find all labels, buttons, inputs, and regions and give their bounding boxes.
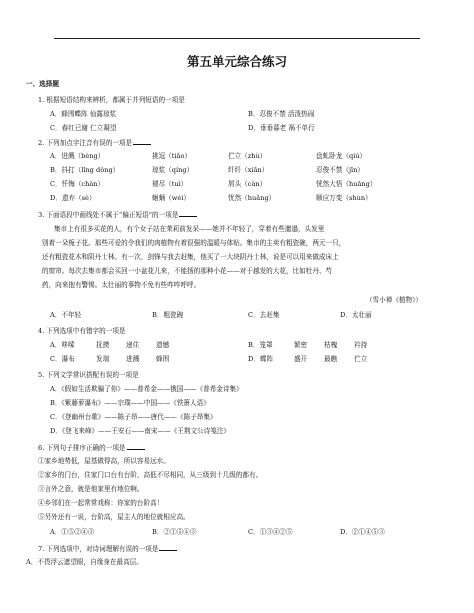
q3-para-line: 药，向来抱有警惕。太壮丽的事物不免有些咋咋呼呼。 (42, 281, 201, 289)
q2-stem: 2. 下列加点字注音有误的一项是 (38, 139, 133, 147)
q3-stem-line (38, 210, 197, 220)
q2-d-2: 蛔蛹（wéi） (152, 194, 191, 202)
q2-b-2: 琼浆（qíng） (152, 166, 194, 174)
q5-option-b: B．《紫藤萝瀑布》——宗璞——中国——《铁箫人语》 (50, 399, 210, 407)
q3-para-line: 还有粗瓷花木和阴丹士林。有一次，剑锋与我去赶集，他买了一大块阴丹士林，说是可以用来做成床上 (42, 253, 339, 261)
q6-sentence: ⑤另外还有一说，台阶高，屋主人的地位就相应高。 (38, 513, 190, 521)
q4-d-3: 最瞧 (324, 355, 338, 363)
answer-blank[interactable] (159, 544, 177, 551)
q1-option-c: C．春红已谢 仁立凝望 (50, 124, 117, 132)
q6-option-c: C．①③④②⑤ (248, 528, 293, 536)
q3-source: （雪小禅《植物》） (365, 296, 422, 304)
q6-sentence: ④乡邻们在一起常常戏称：你家的台阶高！ (38, 499, 164, 507)
q7-stem: 7. 下列选项中，对诗词理解有误的一项是 (38, 545, 159, 553)
q4-a-2: 抚摸 (96, 341, 110, 349)
q5-stem: 5. 下列文学常识搭配有误的一项是 (38, 371, 139, 379)
q6-stem: 6. 下列句子排序正确的一项是 (38, 444, 126, 452)
q4-b-3: 枯槐 (324, 341, 338, 349)
q2-a-4: 盘虬卧龙（qiú） (316, 152, 367, 160)
q2-a-2: 挑逗（tiǎo） (152, 152, 192, 160)
q2-c-4: 恍然大悟（huāng） (316, 180, 377, 188)
q4-b-1: B．笼罩 (248, 341, 273, 349)
q2-c-1: C．忏悔（chàn） (50, 180, 105, 188)
q3-para-line: 别着一朵栀子花。那些可爱的令我们的肉植物有着很强的温暖与体贴。集市的主卖有粗瓷碗，两元一只， (42, 239, 346, 247)
q2-c-2: 褪尽（tuì） (152, 180, 188, 188)
q5-option-a: A．《假如生活欺骗了你》——普希金——俄国——《普希金诗集》 (50, 385, 243, 393)
q4-c-2: 发端 (96, 355, 110, 363)
q1-option-a: A．蜂围蝶阵 仙露琼浆 (50, 110, 117, 118)
q6-option-a: A．①⑤②④③ (50, 528, 95, 536)
q4-stem: 4. 下列选项中有错字的一项是 (38, 327, 126, 335)
q1-option-d: D．垂垂暮老 祸不单行 (248, 124, 315, 132)
q3-option-b: B．粗瓷碗 (152, 311, 184, 319)
q4-d-4: 伫立 (354, 355, 368, 363)
q3-para-line: 的窗帘。每次去集市都会买回一小盆花儿来，不能扬的那种小花——对于越发的大花，比如牡丹、芍 (42, 267, 333, 275)
q2-b-4: 忍俊不禁（jīn） (316, 166, 364, 174)
q2-a-1: A．迸溅（bèng） (50, 152, 105, 160)
q2-c-3: 屑头（càn） (228, 180, 267, 188)
q3-option-d: D．太壮丽 (340, 311, 372, 319)
q4-c-1: C．瀑布 (50, 355, 75, 363)
q4-a-3: 递住 (126, 341, 140, 349)
q2-d-3: 忧然（huǎng） (228, 194, 276, 202)
q4-c-4: 蜂围 (156, 355, 170, 363)
q1-option-b: B．忍俊不禁 活泼热闹 (248, 110, 315, 118)
q4-b-4: 衿持 (354, 341, 368, 349)
q7-stem-line (38, 544, 177, 554)
q4-d-2: 盛开 (294, 355, 308, 363)
q4-a-1: A．哆嗦 (50, 341, 75, 349)
q2-d-4: 顺应万变（shùn） (316, 194, 372, 202)
q3-option-c: C．去赶集 (248, 311, 280, 319)
q6-sentence: ②家乡的门台，住家门口台有台阶，高低不尽相同，从三级到十几级的都有。 (38, 471, 263, 479)
q6-option-d: D．②①④⑤③ (340, 528, 385, 536)
q4-a-4: 遗憾 (156, 341, 170, 349)
q4-d-1: D．蝶阵 (248, 355, 274, 363)
answer-blank[interactable] (179, 210, 197, 217)
q6-sentence: ③言外之意，就是他家里有地位啊。 (38, 485, 144, 493)
q2-b-3: 纤纤（xiān） (228, 166, 269, 174)
q4-b-2: 繁密 (294, 341, 308, 349)
q2-d-1: D．遗弃（sè） (50, 194, 96, 202)
page-title: 第五单元综合练习 (186, 54, 287, 69)
q7-option-a: A．不畏浮云遮望眼，自缘身在最高层。 (26, 558, 143, 566)
q2-b-1: B．抖打（lǐng dǒng） (50, 166, 120, 174)
q6-option-b: B．②①⑤④③ (152, 528, 197, 536)
q2-stem-line (38, 138, 151, 148)
q2-a-3: 伫立（zhù） (228, 152, 267, 160)
q1-stem: 1. 根据短语结构来辨析，都属于并列短语的一项是 (38, 96, 185, 104)
q3-para-line: 集市上有很多买花的人，有个女子站在茉莉前发呆——她并不年轻了，穿着有些邋遢，头发里 (54, 225, 325, 233)
q5-option-c: C．《登幽州台歌》——陈子昂——唐代——《陈子昂集》 (50, 413, 217, 421)
q3-option-a: A．不年轻 (50, 311, 82, 319)
section-heading: 一、选择题 (26, 80, 59, 88)
answer-blank[interactable] (133, 138, 151, 145)
header-rule (54, 38, 420, 39)
q6-stem-line (38, 443, 145, 453)
q5-option-d: D．《登飞来峰》——王安石——南宋——《王荆文公诗笺注》 (50, 427, 231, 435)
q6-sentence: ①家乡地势低，屋基做得高，所以容易远水。 (38, 457, 170, 465)
answer-blank[interactable] (127, 443, 145, 450)
q3-stem: 3. 下面语段中画线处不属于“偏正短语”的一项是 (38, 211, 179, 219)
q4-c-3: 进溅 (126, 355, 140, 363)
